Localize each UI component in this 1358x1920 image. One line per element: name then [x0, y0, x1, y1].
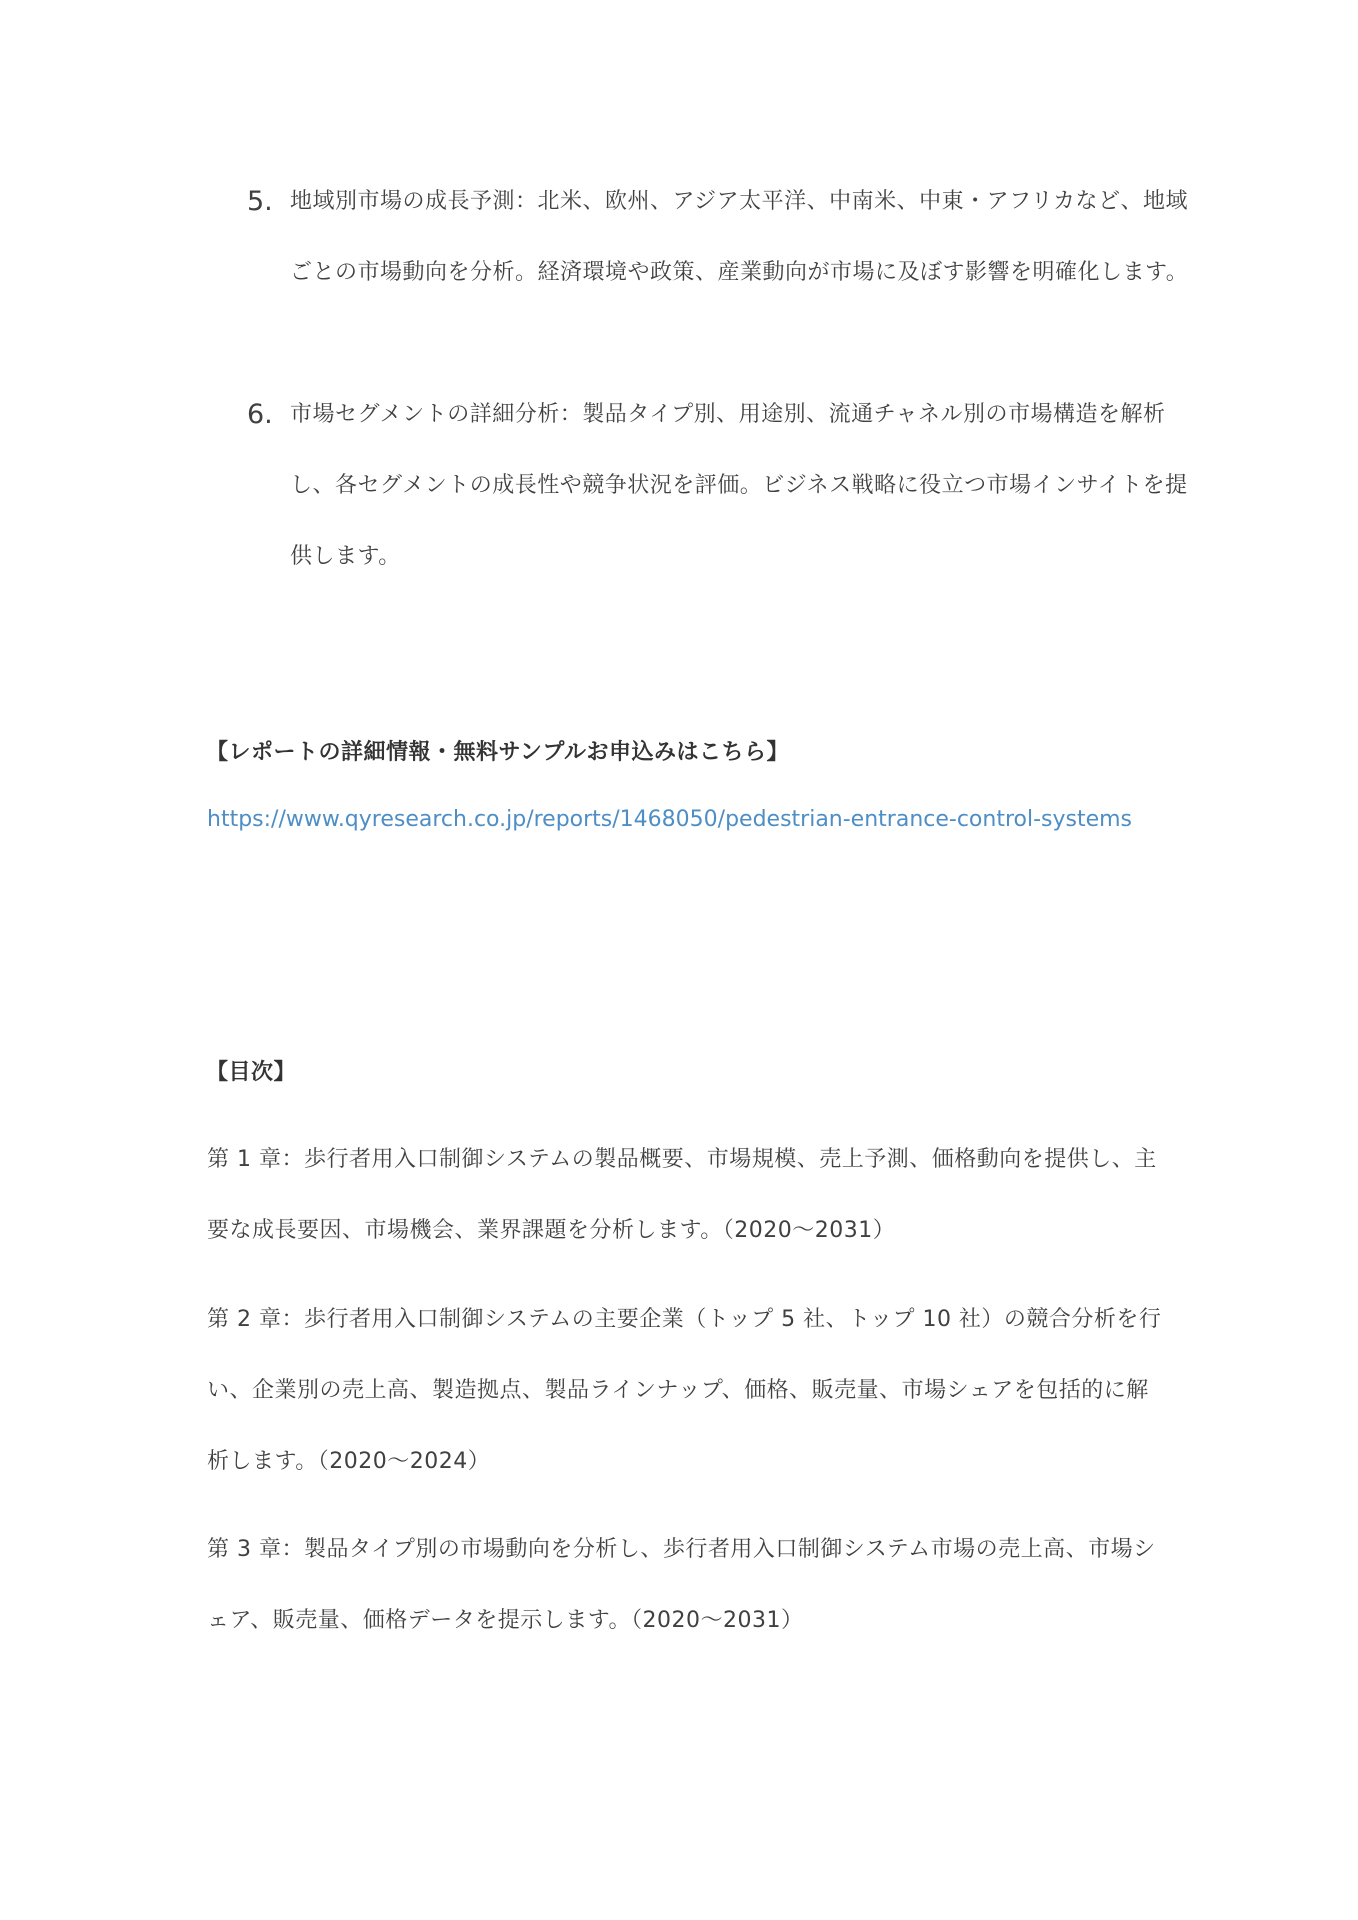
- list-number: 5.: [247, 186, 273, 217]
- list-number: 6.: [247, 399, 273, 430]
- list-item-text: 市場セグメントの詳細分析：製品タイプ別、用途別、流通チャネル別の市場構造を解析し、各セグメントの成長性や競争状況を評価。ビジネス戦略に役立つ市場インサイトを提供します。: [290, 402, 1188, 569]
- list-item-text: 地域別市場の成長予測：北米、欧州、アジア太平洋、中南米、中東・アフリカなど、地域ごとの市場動向を分析。経済環境や政策、産業動向が市場に及ぼす影響を明確化します。: [290, 189, 1189, 285]
- toc-heading: 【目次】: [206, 1060, 297, 1085]
- report-link[interactable]: https://www.qyresearch.co.jp/reports/1468050/pedestrian-entrance-control-systems: [207, 807, 1133, 832]
- report-details-heading: 【レポートの詳細情報・無料サンプルお申込みはこちら】: [206, 740, 790, 765]
- toc-chapter-3: 第 3 章：製品タイプ別の市場動向を分析し、歩行者用入口制御システム市場の売上高、市場シェア、販売量、価格データを提示します。（2020～2031）: [207, 1537, 1156, 1633]
- toc-chapter-1: 第 1 章：歩行者用入口制御システムの製品概要、市場規模、売上予測、価格動向を提供し、主要な成長要因、市場機会、業界課題を分析します。（2020～2031）: [207, 1147, 1157, 1243]
- toc-chapter-2: 第 2 章：歩行者用入口制御システムの主要企業（トップ 5 社、トップ 10 社）の競合分析を行い、企業別の売上高、製造拠点、製品ラインナップ、価格、販売量、市場シェアを包括的に解析します。（2020～2024）: [207, 1307, 1162, 1474]
